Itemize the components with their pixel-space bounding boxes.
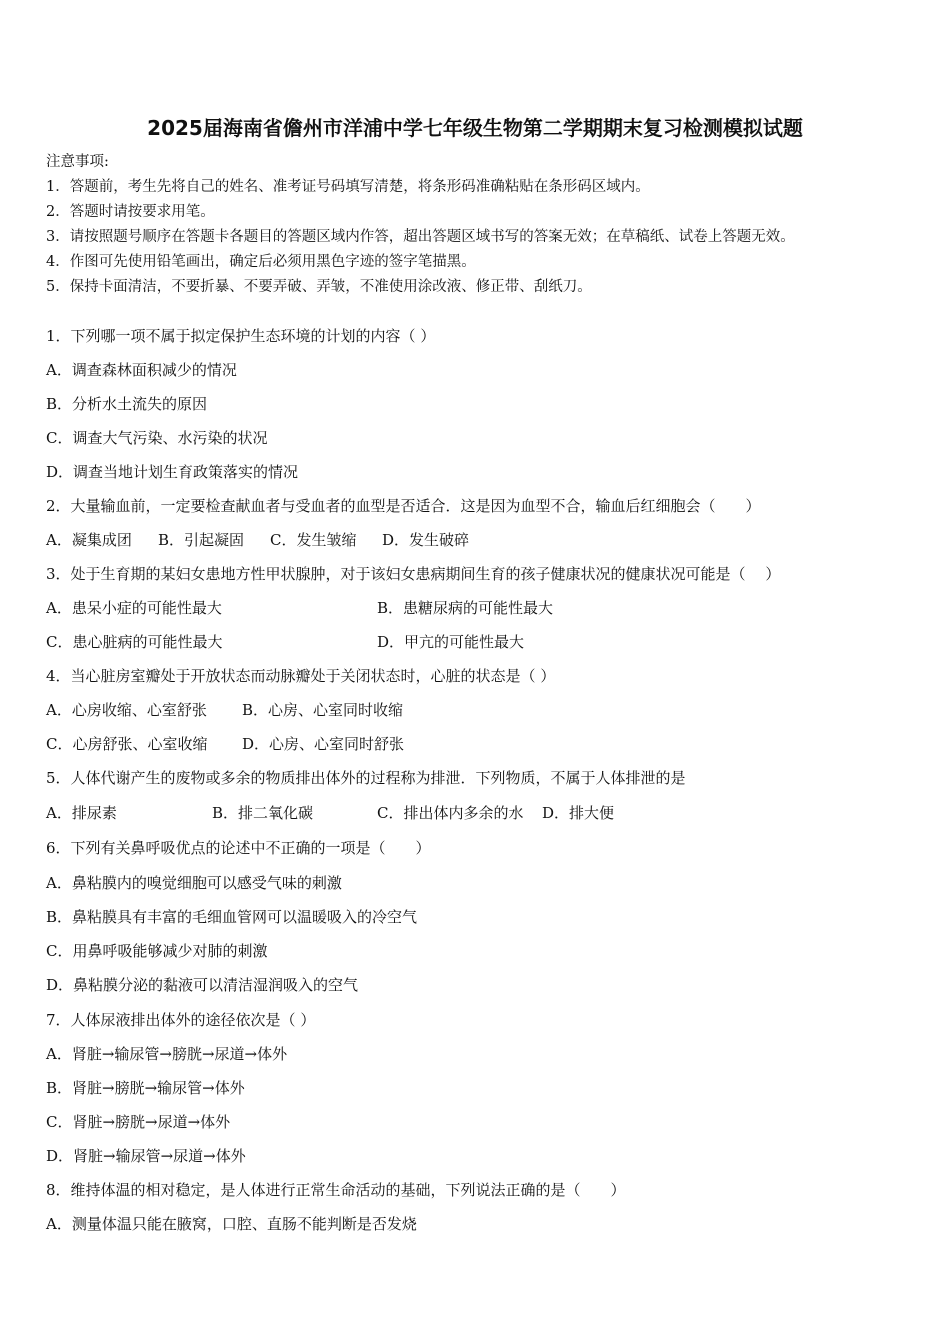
question-stem-2: 2．大量输血前，一定要检查献血者与受血者的血型是否适合．这是因为血型不合，输血后红细胞会（ ） (46, 497, 761, 515)
question-1-option-a: A．调查森林面积减少的情况 (46, 361, 237, 379)
notice-item: 2．答题时请按要求用笔。 (46, 204, 215, 220)
notice-item: 5．保持卡面清洁，不要折暴、不要弄破、弄皱，不准使用涂改液、修正带、刮纸刀。 (46, 279, 592, 295)
question-stem-3: 3．处于生育期的某妇女患地方性甲状腺肿，对于该妇女患病期间生育的孩子健康状况的健康状况可能是（ ） (46, 565, 781, 583)
page-title: 2025届海南省儋州市洋浦中学七年级生物第二学期期末复习检测模拟试题 (147, 116, 803, 140)
question-6-option-c: C．用鼻呼吸能够减少对肺的刺激 (46, 942, 268, 960)
question-8-option-a: A．测量体温只能在腋窝，口腔、直肠不能判断是否发烧 (46, 1215, 417, 1233)
question-3-option-b: B．患糖尿病的可能性最大 (377, 599, 554, 617)
question-4-option-d: D．心房、心室同时舒张 (242, 735, 405, 753)
notice-item: 1．答题前，考生先将自己的姓名、准考证号码填写清楚，将条形码准确粘贴在条形码区域内。 (46, 179, 650, 195)
question-stem-5: 5．人体代谢产生的废物或多余的物质排出体外的过程称为排泄．下列物质，不属于人体排泄的是 (46, 769, 686, 787)
question-stem-7: 7．人体尿液排出体外的途径依次是（ ） (46, 1011, 316, 1029)
question-3-option-a: A．患呆小症的可能性最大 (46, 599, 222, 617)
question-5-option-b: B．排二氧化碳 (212, 804, 314, 822)
notice-heading: 注意事项: (46, 154, 109, 170)
question-2-option-c: C．发生皱缩 (270, 531, 357, 549)
question-1-option-b: B．分析水土流失的原因 (46, 395, 208, 413)
question-3-option-c: C．患心脏病的可能性最大 (46, 633, 223, 651)
question-5-option-c: C．排出体内多余的水 (377, 804, 524, 822)
question-5-option-d: D．排大便 (542, 804, 615, 822)
question-1-option-c: C．调查大气污染、水污染的状况 (46, 429, 268, 447)
question-7-option-b: B．肾脏→膀胱→输尿管→体外 (46, 1079, 245, 1097)
question-stem-6: 6．下列有关鼻呼吸优点的论述中不正确的一项是（ ） (46, 839, 431, 857)
question-6-option-b: B．鼻粘膜具有丰富的毛细血管网可以温暖吸入的冷空气 (46, 908, 418, 926)
question-6-option-a: A．鼻粘膜内的嗅觉细胞可以感受气味的刺激 (46, 874, 342, 892)
question-3-option-d: D．甲亢的可能性最大 (377, 633, 525, 651)
question-2-option-a: A．凝集成团 (46, 531, 132, 549)
question-2-option-b: B．引起凝固 (158, 531, 245, 549)
notice-item: 4．作图可先使用铅笔画出，确定后必须用黑色字迹的签字笔描黑。 (46, 254, 476, 270)
question-6-option-d: D．鼻粘膜分泌的黏液可以清洁湿润吸入的空气 (46, 976, 359, 994)
question-stem-8: 8．维持体温的相对稳定，是人体进行正常生命活动的基础，下列说法正确的是（ ） (46, 1181, 626, 1199)
question-4-option-c: C．心房舒张、心室收缩 (46, 735, 208, 753)
question-2-option-d: D．发生破碎 (382, 531, 470, 549)
question-5-option-a: A．排尿素 (46, 804, 117, 822)
question-4-option-b: B．心房、心室同时收缩 (242, 701, 404, 719)
question-stem-1: 1．下列哪一项不属于拟定保护生态环境的计划的内容（ ） (46, 327, 436, 345)
question-4-option-a: A．心房收缩、心室舒张 (46, 701, 207, 719)
notice-item: 3．请按照题号顺序在答题卡各题目的答题区域内作答，超出答题区域书写的答案无效；在草稿纸、试卷上答题无效。 (46, 229, 795, 245)
question-stem-4: 4．当心脏房室瓣处于开放状态而动脉瓣处于关闭状态时，心脏的状态是（ ） (46, 667, 556, 685)
question-1-option-d: D．调查当地计划生育政策落实的情况 (46, 463, 299, 481)
question-7-option-c: C．肾脏→膀胱→尿道→体外 (46, 1113, 231, 1131)
question-7-option-a: A．肾脏→输尿管→膀胱→尿道→体外 (46, 1045, 288, 1063)
question-7-option-d: D．肾脏→输尿管→尿道→体外 (46, 1147, 246, 1165)
